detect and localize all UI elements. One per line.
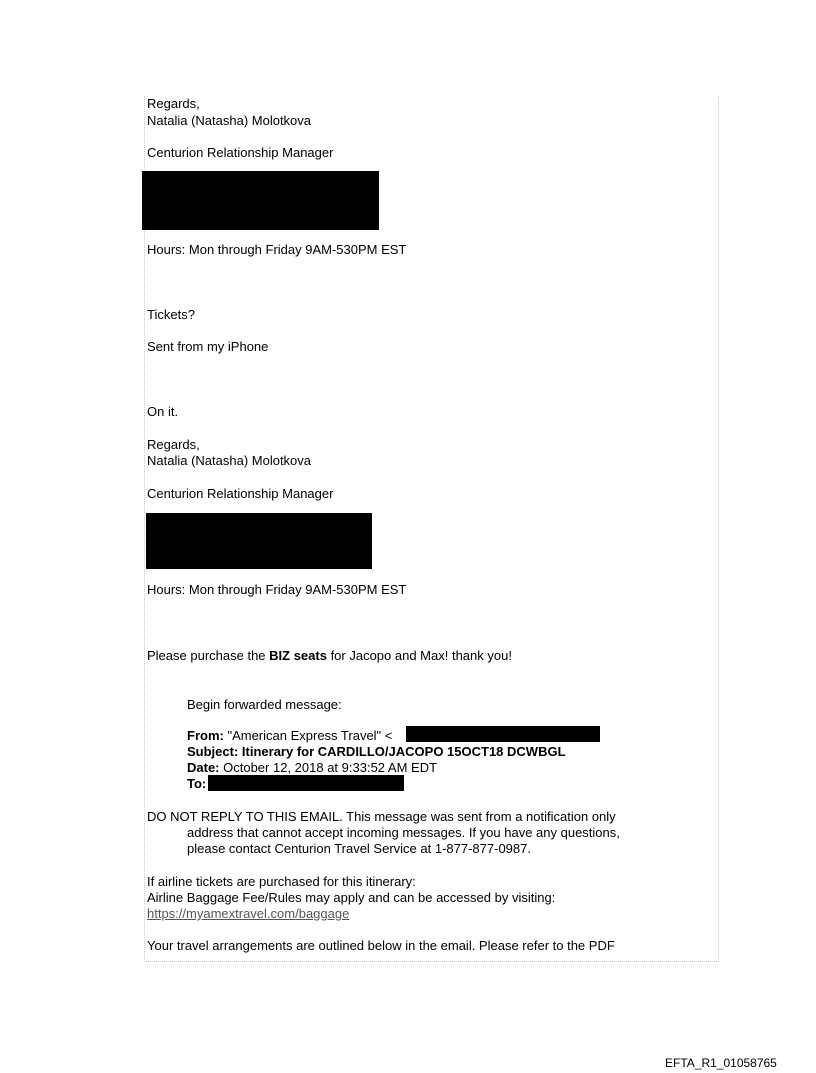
purchase-suffix: for Jacopo and Max! thank you!	[326, 648, 512, 663]
travel-line: Your travel arrangements are outlined below in the email. Please refer to the PDF	[147, 938, 615, 953]
signature-name: Natalia (Natasha) Molotkova	[147, 453, 312, 468]
date-label: Date:	[187, 760, 220, 775]
redaction-block	[142, 171, 379, 230]
header-from	[187, 728, 392, 744]
notice-line-3: please contact Centurion Travel Service at 1-877-877-0987.	[187, 841, 531, 856]
redaction-block	[146, 513, 372, 569]
purchase-message	[147, 648, 512, 664]
signature-title: Centurion Relationship Manager	[147, 486, 334, 501]
header-date	[187, 760, 437, 776]
redaction-block	[406, 726, 600, 742]
signature-regards: Regards,	[147, 437, 200, 452]
signature-hours: Hours: Mon through Friday 9AM-530PM EST	[147, 242, 407, 257]
purchase-prefix: Please purchase the	[147, 648, 270, 663]
message-sent-from: Sent from my iPhone	[147, 339, 269, 354]
document-id: EFTA_R1_01058765	[665, 1056, 777, 1070]
signature-hours: Hours: Mon through Friday 9AM-530PM EST	[147, 582, 407, 597]
subject-label: Subject:	[187, 744, 239, 759]
notice-line-2: address that cannot accept incoming messages. If you have any questions,	[187, 825, 620, 840]
message-tickets: Tickets?	[147, 307, 195, 322]
message-on-it: On it.	[147, 404, 179, 419]
signature-name: Natalia (Natasha) Molotkova	[147, 113, 312, 128]
signature-regards: Regards,	[147, 96, 200, 111]
signature-title: Centurion Relationship Manager	[147, 145, 334, 160]
header-subject	[187, 744, 566, 760]
purchase-bold: BIZ seats	[269, 648, 327, 663]
notice-line-1: DO NOT REPLY TO THIS EMAIL. This message was sent from a notification only	[147, 809, 616, 824]
forwarded-intro: Begin forwarded message:	[187, 697, 342, 712]
from-value: "American Express Travel" <	[223, 728, 393, 743]
header-to-label: To:	[187, 776, 207, 791]
from-label: From:	[187, 728, 224, 743]
baggage-line-1: If airline tickets are purchased for this itinerary:	[147, 874, 416, 889]
date-value: October 12, 2018 at 9:33:52 AM EDT	[219, 760, 438, 775]
subject-value: Itinerary for CARDILLO/JACOPO 15OCT18 DCWBGL	[238, 744, 566, 759]
redaction-block	[208, 775, 404, 791]
baggage-line-2: Airline Baggage Fee/Rules may apply and can be accessed by visiting:	[147, 890, 556, 905]
baggage-link[interactable]: https://myamextravel.com/baggage	[147, 906, 350, 921]
